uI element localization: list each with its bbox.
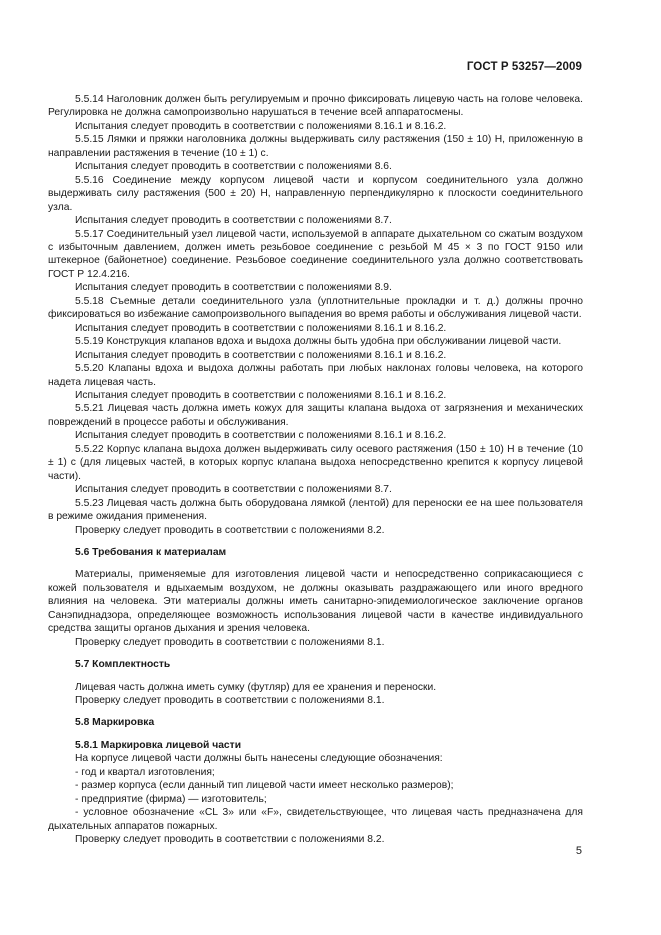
paragraph: Проверку следует проводить в соответствии с положениями 8.1. — [75, 695, 385, 707]
list-item: - размер корпуса (если данный тип лицевой части имеет несколько размеров); — [75, 780, 454, 792]
paragraph: 5.5.17 Соединительный узел лицевой части, используемой в аппарате дыхательном со сжатым воздухом с избыточным давлением, должен иметь резьбовое соединение с резьбой М 45 × 3 по ГОСТ 9150 или штекерное (байонетное) соединение. Резьбовое соединение соединительного узла должно соответствовать ГОСТ Р 12.4.216. — [48, 228, 583, 280]
section-heading-completeness: 5.7 Комплектность — [75, 659, 171, 671]
paragraph: 5.5.20 Клапаны вдоха и выдоха должны работать при любых наклонах головы человека, на которого надета лицевая часть. — [48, 363, 583, 388]
subsection-heading-marking-face-part: 5.8.1 Маркировка лицевой части — [75, 739, 242, 751]
section-heading-marking: 5.8 Маркировка — [75, 717, 155, 729]
paragraph: Испытания следует проводить в соответствии с положениями 8.16.1 и 8.16.2. — [75, 322, 447, 334]
paragraph: Испытания следует проводить в соответствии с положениями 8.7. — [75, 215, 392, 227]
paragraph: Испытания следует проводить в соответствии с положениями 8.16.1 и 8.16.2. — [75, 430, 447, 442]
list-item: - условное обозначение «CL 3» или «F», свидетельствующее, что лицевая часть предназначена для дыхательных аппаратов пожарных. — [48, 807, 583, 832]
paragraph: Материалы, применяемые для изготовления лицевой части и непосредственно соприкасающиеся с кожей пользователя и вдыхаемым воздухом, не должны оказывать раздражающего или иного вредного влияния на человека. Эти материалы должны иметь санитарно-эпидемиологическое заключение органов Санэпиднадзора, определяющее возможность использования лицевой части в качестве индивидуального средства защиты органов дыхания и зрения человека. — [48, 569, 583, 635]
paragraph: Проверку следует проводить в соответствии с положениями 8.2. — [75, 834, 385, 846]
paragraph: 5.5.15 Лямки и пряжки наголовника должны выдерживать силу растяжения (150 ± 10) Н, приложенную в направлении растяжения в течение (10 ± 1) с. — [48, 134, 583, 159]
section-heading-materials: 5.6 Требования к материалам — [75, 546, 227, 558]
paragraph: 5.5.21 Лицевая часть должна иметь кожух для защиты клапана выдоха от загрязнения и механических повреждений в процессе работы и обслуживания. — [48, 403, 583, 428]
paragraph: Испытания следует проводить в соответствии с положениями 8.9. — [75, 282, 392, 294]
paragraph: Испытания следует проводить в соответствии с положениями 8.7. — [75, 484, 392, 496]
list-item: - предприятие (фирма) — изготовитель; — [75, 793, 267, 805]
paragraph: На корпусе лицевой части должны быть нанесены следующие обозначения: — [75, 753, 443, 765]
list-item: - год и квартал изготовления; — [75, 766, 215, 778]
paragraph: Испытания следует проводить в соответствии с положениями 8.16.1 и 8.16.2. — [75, 120, 447, 132]
paragraph: Проверку следует проводить в соответствии с положениями 8.2. — [75, 524, 385, 536]
paragraph: Испытания следует проводить в соответствии с положениями 8.16.1 и 8.16.2. — [75, 349, 447, 361]
paragraph: 5.5.22 Корпус клапана выдоха должен выдерживать силу осевого растяжения (150 ± 10) Н в течение (10 ± 1) с (для лицевых частей, в которых корпус клапана выдоха непосредственно крепится к корпусу лицевой части). — [48, 443, 583, 482]
page-body — [48, 93, 583, 847]
paragraph: 5.5.14 Наголовник должен быть регулируемым и прочно фиксировать лицевую часть на голове человека. Регулировка не должна самопроизвольно нарушаться в течение всей аппаратосмены. — [48, 94, 583, 119]
paragraph: Лицевая часть должна иметь сумку (футляр) для ее хранения и переноски. — [75, 681, 437, 693]
paragraph: Испытания следует проводить в соответствии с положениями 8.16.1 и 8.16.2. — [75, 389, 447, 401]
document-number: ГОСТ Р 53257—2009 — [466, 61, 582, 73]
paragraph: 5.5.23 Лицевая часть должна быть оборудована лямкой (лентой) для переноски ее на шее пользователя в режиме ожидания применения. — [48, 497, 583, 523]
paragraph: Проверку следует проводить в соответствии с положениями 8.1. — [75, 636, 385, 648]
page-number: 5 — [575, 845, 582, 857]
paragraph: 5.5.16 Соединение между корпусом лицевой части и корпусом соединительного узла должно выдерживать силу растяжения (500 ± 20) Н, направленную перпендикулярно к плоскости соединительного узла. — [48, 174, 583, 213]
paragraph: 5.5.19 Конструкция клапанов вдоха и выдоха должны быть удобна при обслуживании лицевой части. — [75, 336, 562, 348]
paragraph: 5.5.18 Съемные детали соединительного узла (уплотнительные прокладки и т. д.) должны прочно фиксироваться во избежание самопроизвольного выпадения во время работы и обслуживания лицевой части. — [48, 295, 583, 321]
paragraph: Испытания следует проводить в соответствии с положениями 8.6. — [75, 161, 392, 173]
